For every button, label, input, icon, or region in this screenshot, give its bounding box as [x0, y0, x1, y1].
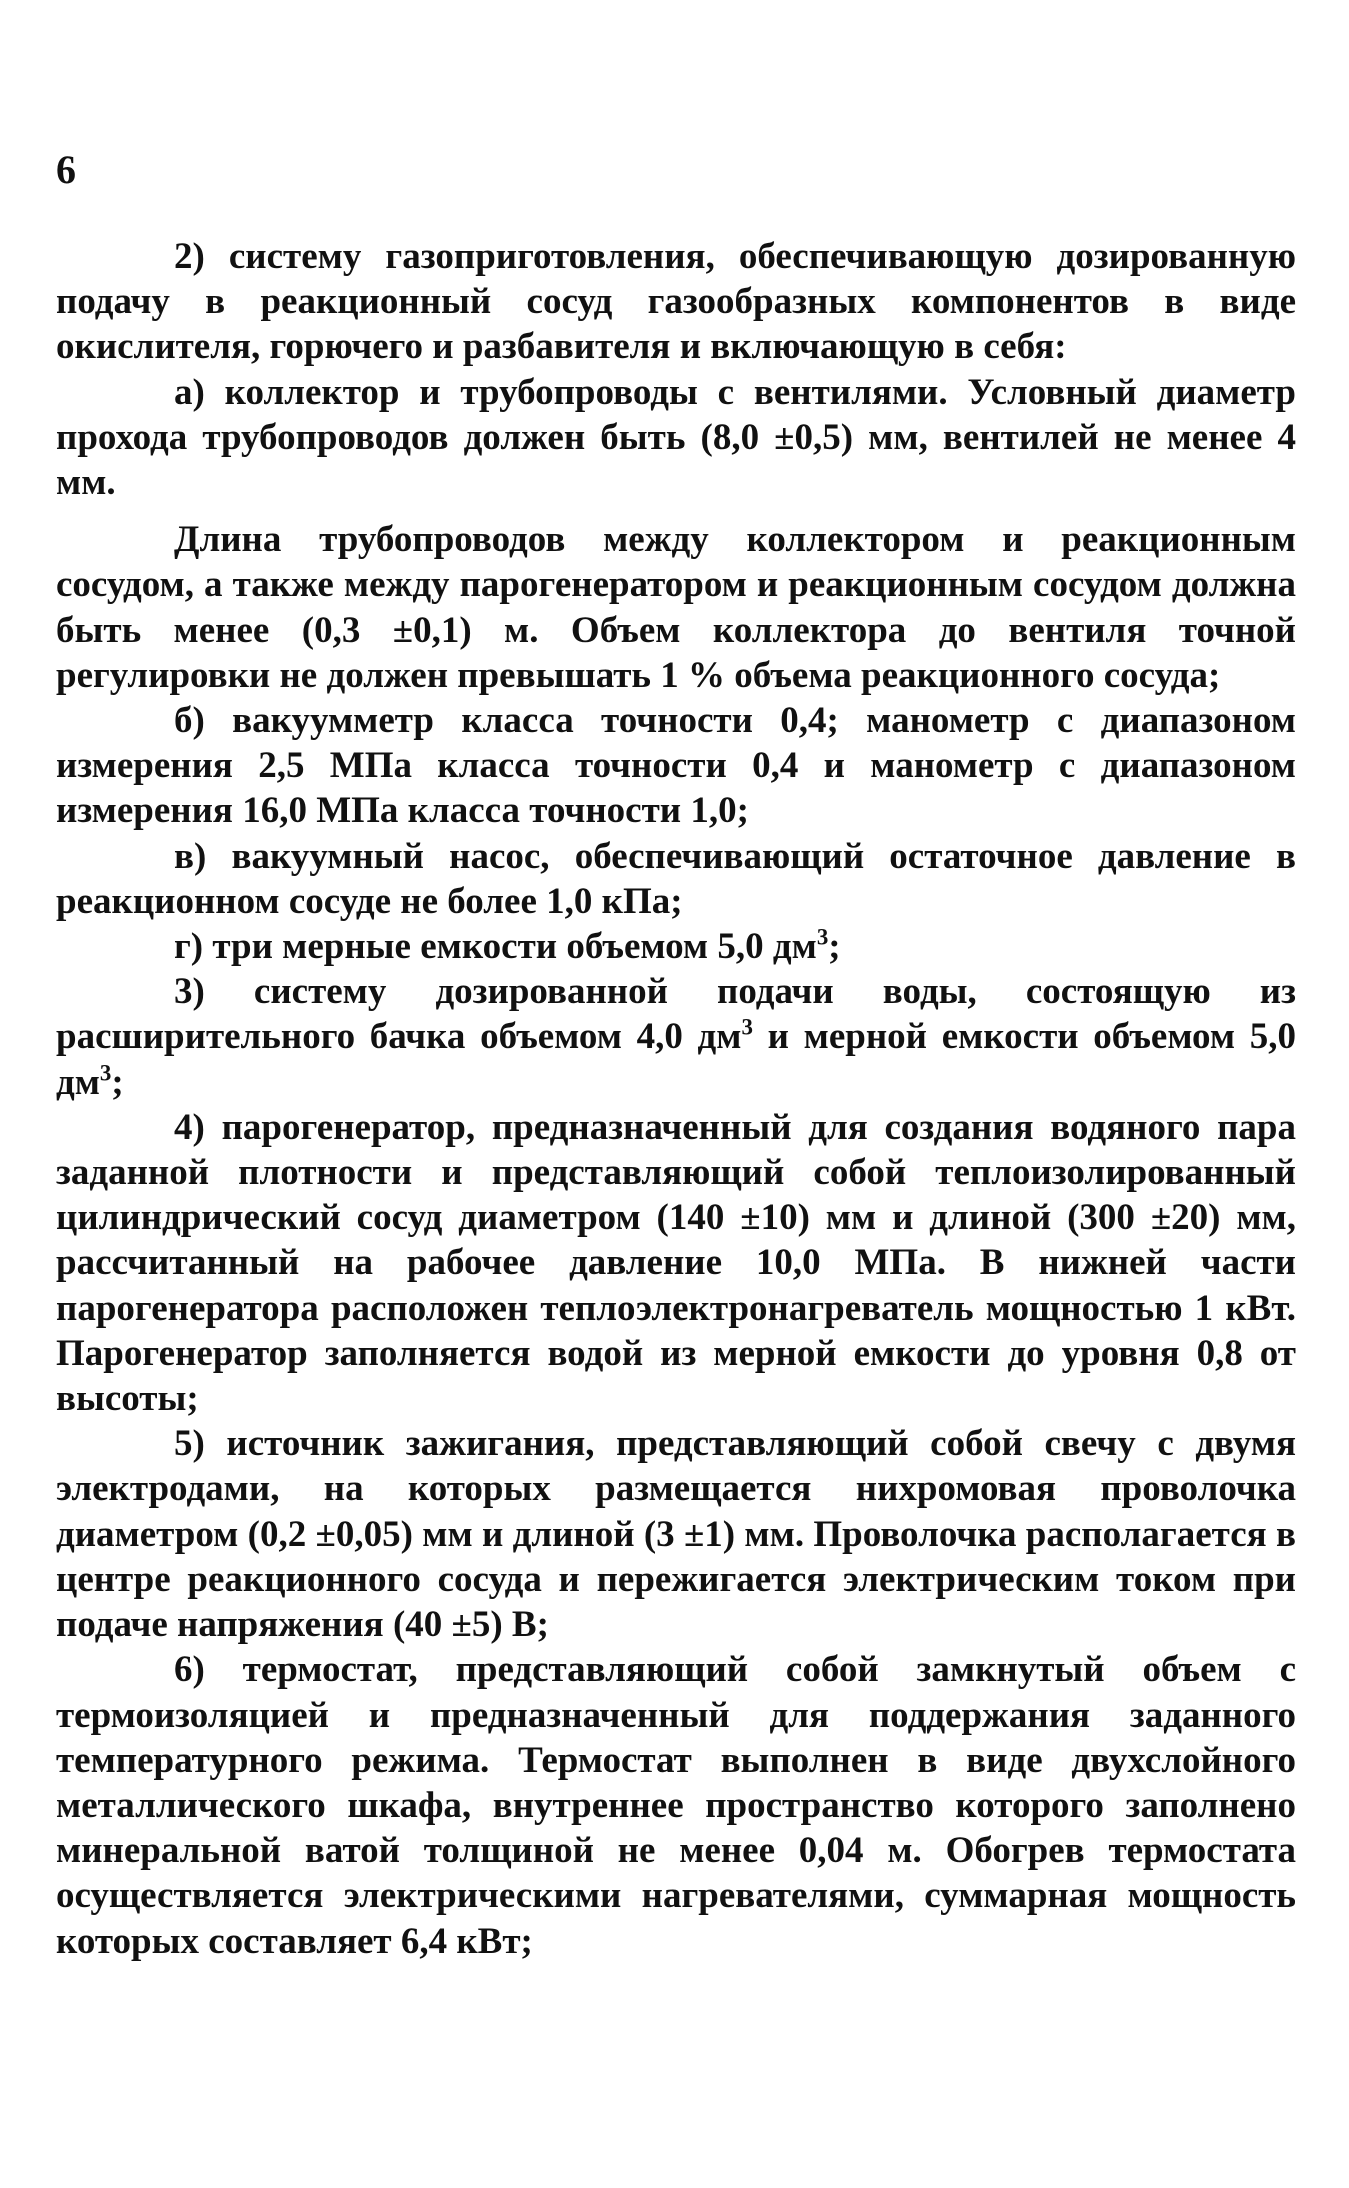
paragraph-gas-system: 2) систему газоприготовления, обеспечивающую дозированную подачу в реакционный сосуд газообразных компонентов в виде окислителя, горючего и разбавителя и включающую в себя:	[56, 236, 1296, 368]
paragraph-ignition-source: 5) источник зажигания, представляющий собой свечу с двумя электродами, на которых размещается нихромовая проволочка диаметром (0,2 ±0,05) мм и длиной (3 ±1) мм. Проволочка располагается в центре реакционного сосуда и пережигается электрическим током при подаче напряжения (40 ±5) В;	[56, 1423, 1296, 1646]
water-system-middle: и мерной емкости объемом 5,0 дм	[56, 1016, 1296, 1103]
cubic-superscript: 3	[816, 924, 829, 950]
page-number: 6	[56, 147, 76, 192]
water-system-ending: ;	[111, 1061, 124, 1103]
paragraph-vacuum-meter: б) вакуумметр класса точности 0,4; манометр с диапазоном измерения 2,5 МПа класса точности 0,4 и манометр с диапазоном измерения 16,0 МПа класса точности 1,0;	[56, 700, 1296, 832]
paragraph-collector: а) коллектор и трубопроводы с вентилями. Условный диаметр прохода трубопроводов должен быть (8,0 ±0,5) мм, вентилей не менее 4 мм.	[56, 371, 1296, 504]
paragraph-measuring-vessels	[56, 924, 1296, 969]
document-page	[56, 147, 1296, 1964]
paragraph-water-system	[56, 969, 1296, 1105]
cubic-superscript: 3	[99, 1060, 112, 1086]
paragraph-thermostat: 6) термостат, представляющий собой замкнутый объем с термоизоляцией и предназначенный для поддержания заданного температурного режима. Термостат выполнен в виде двухслойного металлического шкафа, внутреннее пространство которого заполнено минеральной ватой толщиной не менее 0,04 м. Обогрев термостата осуществляется электрическими нагревателями, суммарная мощность которых составляет 6,4 кВт;	[56, 1649, 1296, 1962]
measuring-vessels-text: г) три мерные емкости объемом 5,0 дм	[174, 926, 817, 968]
cubic-superscript: 3	[741, 1015, 753, 1041]
paragraph-vacuum-pump: в) вакуумный насос, обеспечивающий остаточное давление в реакционном сосуде не более 1,0 кПа;	[56, 835, 1296, 922]
measuring-vessels-ending: ;	[828, 926, 841, 968]
paragraph-steam-generator: 4) парогенератор, предназначенный для создания водяного пара заданной плотности и представляющий собой теплоизолированный цилиндрический сосуд диаметром (140 ±10) мм и длиной (300 ±20) мм, рассчитанный на рабочее давление 10,0 МПа. В нижней части парогенератора расположен теплоэлектронагреватель мощностью 1 кВт. Парогенератор заполняется водой из мерной емкости до уровня 0,8 от высоты;	[56, 1106, 1296, 1420]
document-body	[56, 234, 1296, 1964]
paragraph-pipeline-length: Длина трубопроводов между коллектором и реакционным сосудом, а также между парогенератором и реакционным сосудом должна быть менее (0,3 ±0,1) м. Объем коллектора до вентиля точной регулировки не должен превышать 1 % объема реакционного сосуда;	[56, 519, 1296, 696]
water-system-text: 3) систему дозированной подачи воды, состоящую из расширительного бачка объемом 4,0 дм	[56, 971, 1296, 1058]
